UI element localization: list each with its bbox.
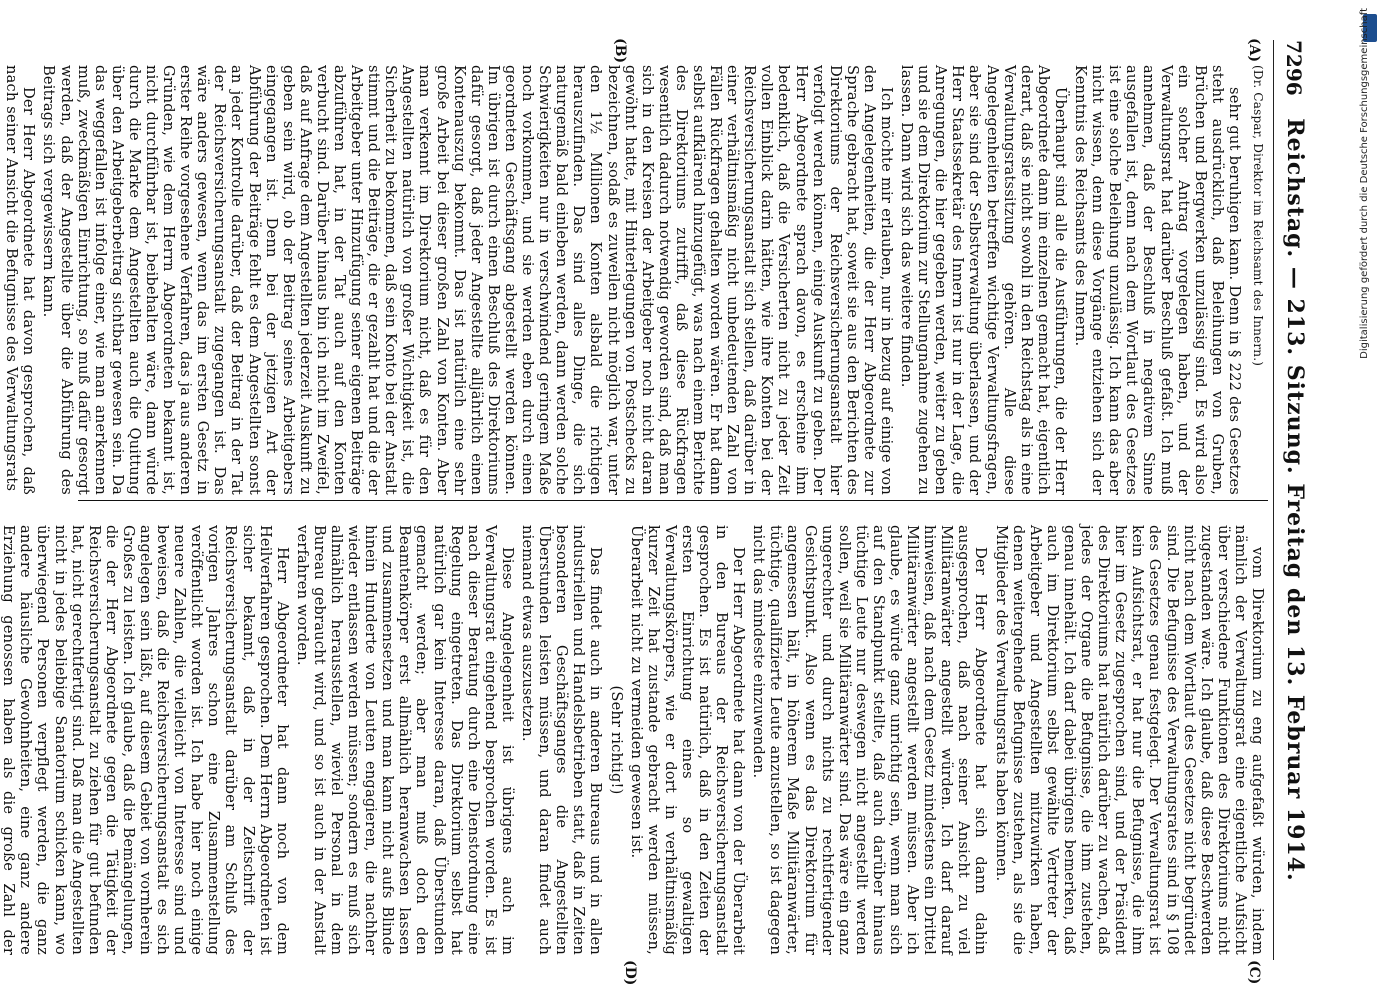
paragraph: Diese Angelegenheit ist übrigens auch im Verwaltungsrat eingehend besprochen worden. Es ist nach dieser Beratung durch eine Dienstordnung eine Regelung eingetreten. Das Direktorium selbst hat natürlich gar kein Interesse daran, daß Überstunden gemacht werden; aber man muß doch den Beamtenkörper erst allmählich heranwachsen lassen und zusammensetzen und man kann nicht aufs Blinde hinein Hunderte von Leuten engagieren, die nachher wieder entlassen werden müssen; sondern es muß sich allmählich herausstellen, wieviel Personal in dem Bureau gebraucht wird, und so ist auch in der Anstalt verfahren worden.	[293, 525, 516, 955]
margin-mark-a: (A)	[1246, 38, 1262, 63]
paragraph: Herr Abgeordneter hat dann noch von dem Heilverfahren gesprochen. Dem Herrn Abgeordneten ist sicher bekannt, daß in der Zeitschrift der Reichsversicherungsanstalt darüber am Schluß des vorigen Jahres schon eine Zusammenstellung veröffentlicht worden ist. Ich habe hier noch einige neuere Zahlen, die vielleicht von Interesse sind und beweisen, daß die Reichsversicherungsanstalt es sich angelegen sein läßt, auf diesem Gebiet von vornherein Großes zu leisten. Ich glaube, daß die Bemängelungen, die der Herr Abgeordnete gegen die Tätigkeit der Reichsversicherungsanstalt zu ziehen für gut befunden hat, nicht gerechtfertigt sind. Daß man die Angestellten nicht in jedes beliebige Sanatorium schicken kann, wo überwiegend Personen verpflegt werden, die ganz andere häusliche Gewohnheiten, eine ganz andere Erziehung genossen haben als die große Zahl der	[0, 525, 291, 955]
margin-mark-c: (C)	[1246, 960, 1262, 985]
paragraph: Ich möchte mir erlauben, nur in bezug auf einige von den Angelegenheiten, die der Herr Abgeordnete zur Sprache gebracht hat, soweit sie aus den Berichten des Direktoriums der Reichsversicherungsanstalt hier verfolgt werden können, einige Auskunft zu geben. Der Herr Abgeordnete sprach davon, es erscheine ihm bedenklich, daß die Versicherten nicht zu jeder Zeit vollen Einblick darin hätten, wie ihre Konten bei der Reichsversicherungsanstalt sich stellen, daß darüber in einer verhältnismäßig nicht unbedeutenden Zahl von Fällen Rückfragen gehalten worden wären. Er hat dann selbst aufklärend hinzugefügt, was nach einem Berichte des Direktoriums zutrifft, daß diese Rückfragen wesentlich dadurch notwendig geworden sind, daß man sich in den Kreisen der Arbeitgeber noch nicht daran gewöhnt hatte, mit Hinterlegungen von Postschecks zu bezeichnen, sodaß es zuweilen nicht möglich war, unter den 1½ Millionen Konten alsbald die richtigen herauszufinden. Das sind alles Dinge, die sich naturgemäß bald einleben werden, dann werden solche Schwierigkeiten nur in verschwindend geringem Maße noch vorkommen, und sie werden eben durch einen geordneten Geschäftsgang abgestellt werden können. Im übrigen ist durch einen Beschluß des Direktoriums dafür gesorgt, daß jeder Angestellte alljährlich einen Kontenauszug bekommt. Das ist natürlich eine sehr große Arbeit bei dieser großen Zahl von Konten. Aber man verkennt im Direktorium nicht, daß es für den Angestellten natürlich von großer Wichtigkeit ist, die Sicherheit zu bekommen, daß sein Konto bei der Anstalt stimmt und die Beiträge, die er gezahlt hat und die der Arbeitgeber unter Hinzufügung seiner eigenen Beiträge abzuführen hat, in der Tat auch auf den Konten verbucht sind. Darüber hinaus bin ich nicht im Zweifel, daß auf Anfrage dem Angestellten jederzeit Auskunft zu geben sein wird, ob der Beitrag seines Arbeitgebers eingegangen ist. Denn bei der jetzigen Art der Abführung der Beiträge fehlt es dem Angestellten sonst an jeder Kontrolle darüber, daß der Beitrag in der Tat der Reichsversicherungsanstalt zugegangen ist. Das wäre anders gewesen, wenn das im ersten Gesetz in erster Reihe vorgesehene Verfahren, das ja aus anderen Gründen, wie dem Herrn Abgeordneten bekannt ist, nicht durchführbar ist, beibehalten wäre, dann würde durch die Marke dem Angestellten auch die Quittung über den Arbeitgeberbeitrag sichtbar gewesen sein. Da das weggefallen ist infolge einer, wie man anerkennen muß, zweckmäßigen Einrichtung, so muß dafür gesorgt werden, daß der Angestellte über die Abführung des Beitrags sich vergewissern kann.	[40, 65, 896, 495]
credit-text: Digitalisierung gefördert durch die Deutsche Forschungsgemeinschaft	[1359, 8, 1370, 359]
interjection: (Sehr richtig!)	[607, 685, 625, 795]
column-divider	[78, 500, 1268, 501]
running-head: Reichstag. — 213. Sitzung. Freitag den 13. Februar 1914.	[1282, 118, 1308, 882]
paragraph: Das findet auch in anderen Bureaus und in allen industriellen und Handelsbetrieben statt, daß in Zeiten besonderen Geschäftsganges die Angestellten Überstunden leisten müssen, und daran findet auch niemand etwas auszusetzen.	[519, 525, 605, 955]
header-rule	[1273, 40, 1274, 960]
paragraph: Überhaupt sind alle die Ausführungen, die der Herr Abgeordnete dann im einzelnen gemacht hat, eigentlich derart, daß sie nicht sowohl in den Reichstag als in eine Verwaltungsratssitzung gehören. Alle diese Angelegenheiten betreffen wichtige Verwaltungsfragen, aber sie sind der Selbstverwaltung überlassen, und der Herr Staatssekretär des Innern ist nur in der Lage, die Anregungen, die hier gegeben werden, weiter zu geben und sie dem Direktorium zur Stellungnahme zugehen zu lassen. Dann wird sich das weitere finden.	[898, 65, 1069, 495]
left-column	[3, 65, 1266, 495]
margin-mark-b: (B)	[612, 38, 628, 64]
digitization-credit	[1355, 8, 1375, 993]
page-number: 7296	[1282, 40, 1306, 96]
paragraph: Der Herr Abgeordnete hat davon gesprochen, daß nach seiner Ansicht die Befugnisse des Verwaltungsrats	[3, 65, 38, 495]
paragraph: Der Herr Abgeordnete hat sich dann dahin ausgesprochen, daß nach seiner Ansicht zu viel Militäranwärter angestellt würden. Ich darf darauf hinweisen, daß nach dem Gesetz mindestens ein Drittel Militäranwärter angestellt werden müssen. Aber ich glaube, es würde ganz unrichtig sein, wenn man sich auf den Standpunkt stellte, daß auch darüber hinaus tüchtige Leute nur deswegen nicht angestellt werden sollen, weil sie Militäranwärter sind. Das wäre ein ganz ungerechter und durch nichts zu rechtfertigender Gesichtspunkt. Also wenn es das Direktorium für angemessen hält, in höherem Maße Militäranwärter, tüchtige, qualifizierte Leute anzustellen, so ist dagegen nicht das mindeste einzuwenden.	[750, 525, 990, 955]
page-header	[1274, 40, 1310, 960]
right-column	[0, 525, 1266, 955]
speaker-attribution: (Dr. Caspar, Direktor im Reichsamt des Innern.)	[1251, 65, 1265, 367]
paragraph: vom Direktorium zu eng aufgefaßt würden, indem nämlich der Verwaltungsrat eine eigentliche Aufsicht über verschiedene Funktionen des Direktoriums nicht zugestanden wäre. Ich glaube, daß diese Beschwerden nicht nach dem Wortlaut des Gesetzes nicht begründet sind. Die Befugnisse des Verwaltungsrates sind in § 108 des Gesetzes genau festgelegt. Der Verwaltungsrat ist kein Aufsichtsrat, er hat nur die Befugnisse, die ihm hier im Gesetz zugesprochen sind, und der Präsident des Direktoriums hat natürlich darüber zu wachen, daß jedes der Organe die Befugnisse, die ihm zustehen, genau innehält. Ich darf dabei übrigens bemerken, daß auch im Direktorium selbst gewählte Vertreter der Arbeitgeber und Angestellten mitzuwirken haben, denen weitergehende Befugnisse zustehen, als sie die Mitglieder des Verwaltungsrats haben können.	[992, 525, 1266, 955]
margin-mark-d: (D)	[622, 960, 638, 986]
paragraph: sehr gut beruhigen kann. Denn in § 222 des Gesetzes steht ausdrücklich, daß Beleihungen von Gruben, Brüchen und Bergwerken unzulässig sind. Es wird also ein solcher Antrag vorgelegen haben, und der Verwaltungsrat hat darüber Beschluß gefaßt. Ich muß annehmen, daß der Beschluß in negativem Sinne ausgefallen ist, denn nach dem Wortlaut des Gesetzes ist eine solche Beleihung unzulässig. Ich kann das aber nicht wissen, denn diese Vorgänge entziehen sich der Kenntnis des Reichsamts des Innern.	[1072, 65, 1243, 495]
paragraph: Der Herr Abgeordnete hat dann von der Überarbeit in den Bureaus der Reichsversicherungsanstalt gesprochen. Es ist natürlich, daß in den Zeiten der ersten Einrichtung eines so gewaltigen Verwaltungskörpers, wie er dort in verhältnismäßig kurzer Zeit hat zustande gebracht werden müssen, Überarbeit nicht zu vermeiden gewesen ist.	[627, 525, 748, 955]
